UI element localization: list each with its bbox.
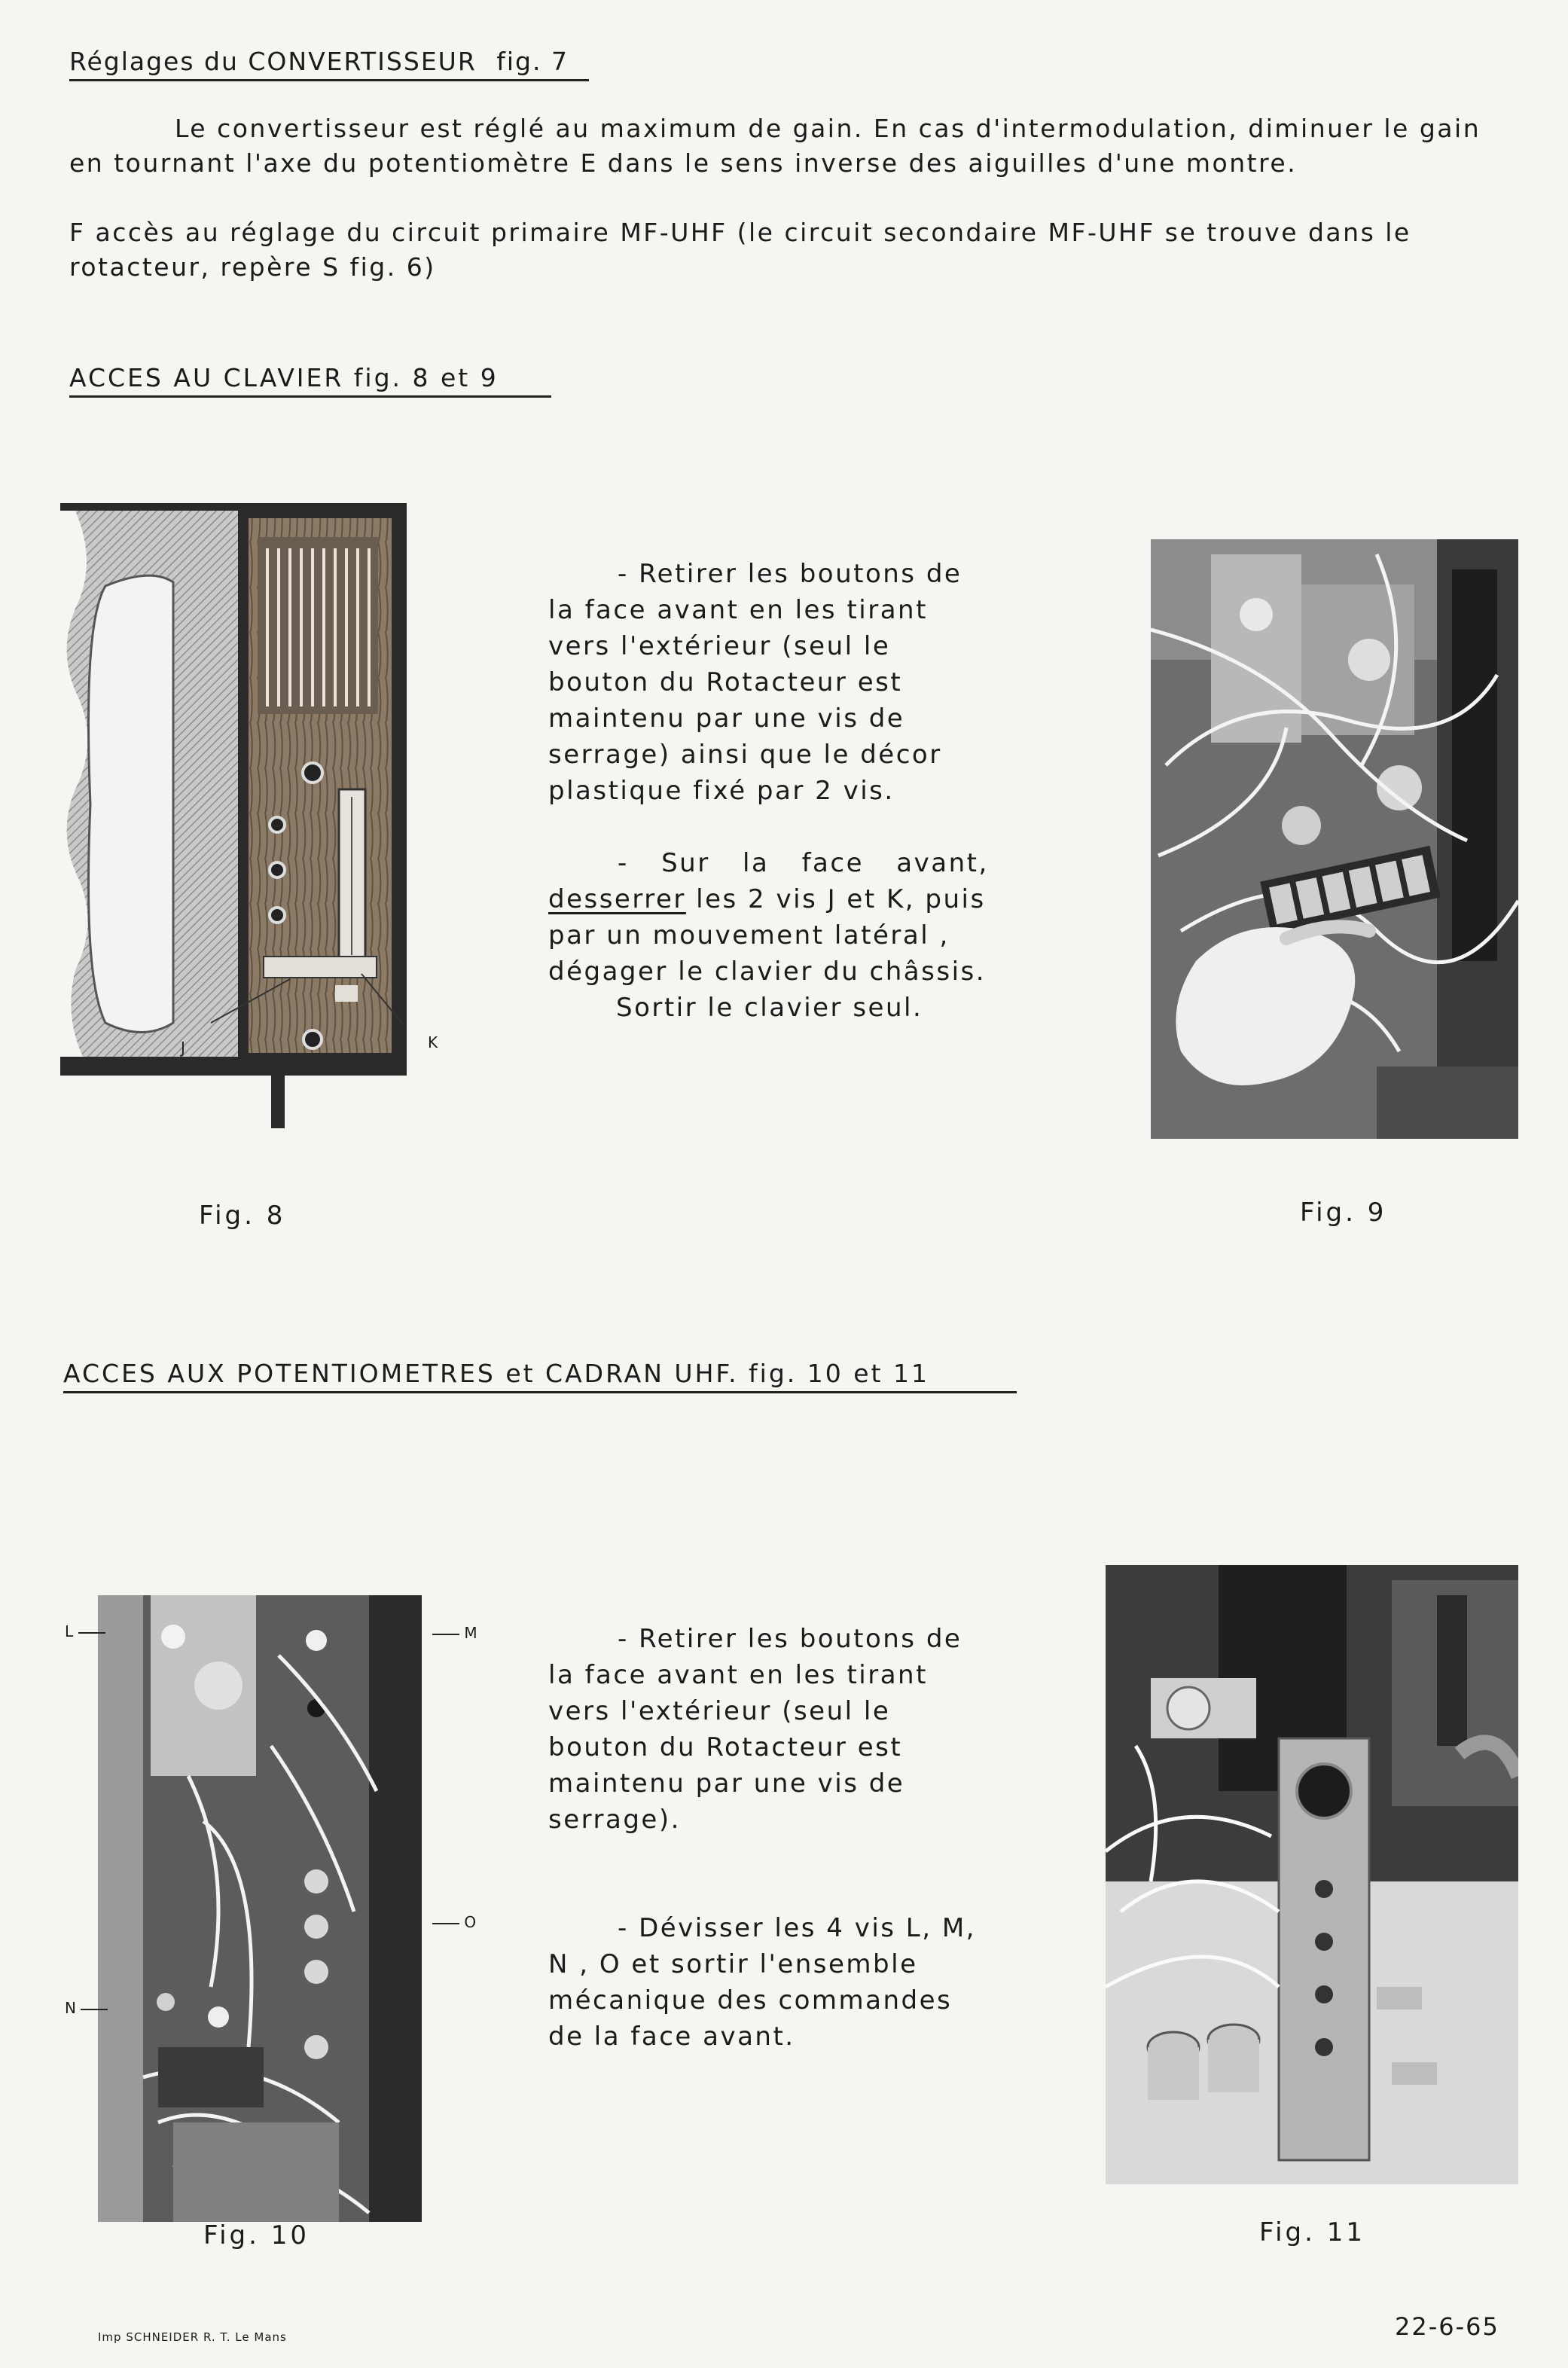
clavier-steps	[548, 556, 993, 1026]
clavier-step-2-after: les 2 vis J et K, puis par un mouvement latéral , dégager le clavier du châssis.	[548, 884, 987, 987]
potentiometres-step-2: - Dévisser les 4 vis L, M, N , O et sortir l'ensemble mécanique des commandes de la face avant.	[548, 1913, 976, 2052]
document-date: 22-6-65	[1395, 2312, 1499, 2341]
fig8-caption: Fig. 8	[199, 1201, 286, 1231]
fig10-label-l	[65, 1622, 105, 1640]
fig10-photo	[98, 1595, 422, 2222]
clavier-step-2-end: Sortir le clavier seul.	[616, 993, 923, 1023]
section-title-potentiometres: ACCES AUX POTENTIOMETRES et CADRAN UHF. fig. 10 et 11	[63, 1359, 1017, 1393]
fig10-label-n	[65, 1999, 108, 2017]
fig10-label-o-text: O	[464, 1913, 477, 1931]
potentiometres-step-1: - Retirer les boutons de la face avant en les tirant vers l'extérieur (seul le bouton du Rotacteur est maintenu par une vis de serrage).	[548, 1624, 962, 1835]
section-title-clavier: ACCES AU CLAVIER fig. 8 et 9	[69, 363, 551, 398]
potentiometres-steps	[548, 1621, 993, 2055]
clavier-step-2	[548, 845, 993, 1026]
fig9-photo	[1151, 539, 1518, 1139]
fig8-illustration	[60, 496, 407, 1136]
fig10-label-n-text: N	[65, 1999, 76, 2017]
printer-credit: Imp SCHNEIDER R. T. Le Mans	[98, 2330, 287, 2344]
fig11-caption: Fig. 11	[1259, 2217, 1365, 2247]
fig10-label-l-text: L	[65, 1622, 74, 1640]
clavier-step-2-before: - Sur la face avant,	[618, 848, 989, 878]
fig10-caption: Fig. 10	[203, 2220, 310, 2251]
fig8-label-k: K	[428, 1033, 438, 1051]
convertisseur-title: Réglages du CONVERTISSEUR	[69, 47, 477, 76]
convertisseur-paragraph-1: Le convertisseur est réglé au maximum de gain. En cas d'intermodulation, diminuer le gain en tournant l'axe du potentiomètre E dans le sens inverse des aiguilles d'une montre.	[69, 114, 1481, 178]
convertisseur-paragraph-2: F accès au réglage du circuit primaire MF-UHF (le circuit secondaire MF-UHF se trouve dans le rotacteur, repère S fig. 6)	[69, 218, 1411, 282]
fig11-photo	[1106, 1565, 1518, 2184]
fig9-caption: Fig. 9	[1300, 1198, 1387, 1228]
fig8-label-j: J	[181, 1039, 185, 1057]
clavier-step-1: - Retirer les boutons de la face avant en les tirant vers l'extérieur (seul le bouton du Rotacteur est maintenu par une vis de serrage) ainsi que le décor plastique fixé par 2 vis.	[548, 559, 962, 806]
fig10-label-m-text: M	[464, 1624, 477, 1642]
fig10-label-m	[432, 1624, 477, 1642]
section-title-convertisseur	[69, 47, 589, 81]
clavier-step-2-underlined: desserrer	[548, 884, 686, 914]
convertisseur-fig-ref: fig. 7	[496, 47, 569, 76]
fig10-label-o	[432, 1913, 476, 1931]
